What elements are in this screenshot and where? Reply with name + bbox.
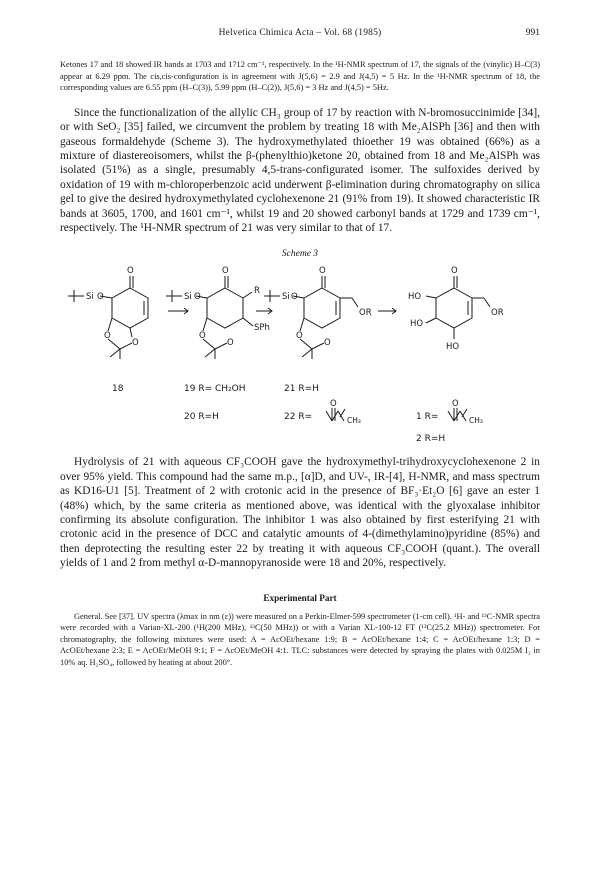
atom-label: O	[330, 399, 337, 410]
atom-label: O	[222, 266, 229, 277]
atom-label: O	[324, 338, 331, 349]
paragraph-functionalization: Since the functionalization of the allylic CH₃ group of 17 by reaction with N-bromosuccinimide [34], or with SeO₂ [35] failed, we circumvent the problem by treating 18 with Me₂AlSPh [36] and then with gaseous formaldehyde (Scheme 3). The hydroxymethylated thioether 19 was obtained (66%) as a mixture of diastereoisomers, whilst the β-(phenylthio)ketone 20, obtained from 18 and Me₂AlSPh was isolated (51%) as a single, presumably 4,5-trans-configurated isomer. The sulfoxides derived by oxidation of 19 with m-chloroperbenzoic acid underwent β-elimination during chromatography on silica gel to give the desired hydroxymethylated cyclohexenone 21 (91% from 19). It showed characteristic IR bands at 3605, 1700, and 1601 cm⁻¹, whilst 19 and 20 showed carbonyl bands at 1729 and 1739 cm⁻¹, respectively. The ¹H-NMR spectrum of 21 was very similar to that of 17.	[60, 106, 540, 235]
scheme-title: Scheme 3	[281, 249, 319, 260]
atom-label: HO	[408, 292, 422, 303]
paragraph-ketones: Ketones 17 and 18 showed IR bands at 1703 and 1712 cm⁻¹, respectively. In the ¹H-NMR spectrum of 17, the signals of the (vinylic) H–C(3) appear at 6.29 ppm. The cis,cis-configuration is in agreement with J(5,6) = 2.9 and J(4,5) = 5 Hz. In the ¹H-NMR spectrum of 18, the corresponding values are 6.55 ppm (H–C(3)), 5.99 ppm (H–C(2)), J(5,6) = 3 Hz and J(4,5) = 5Hz.	[60, 60, 540, 93]
atom-label: SPh	[254, 323, 270, 334]
journal-page	[60, 28, 540, 669]
compound-label-19: 19 R= CH₂OH	[184, 384, 246, 395]
atom-label: O	[199, 331, 206, 342]
atom-label: R	[254, 286, 260, 297]
atom-label: HO	[446, 342, 460, 353]
atom-label: HO	[410, 319, 424, 330]
atom-label: O	[452, 399, 459, 410]
atom-label: O	[104, 331, 111, 342]
crotonyl-group-22	[326, 408, 345, 421]
scheme-3	[60, 249, 540, 449]
atom-label: O	[296, 331, 303, 342]
structure-21-22	[264, 276, 358, 359]
journal-title: Helvetica Chimica Acta – Vol. 68 (1985)	[218, 28, 382, 38]
atom-label: Si	[282, 292, 290, 303]
atom-label: Si	[86, 292, 94, 303]
atom-label: O	[319, 266, 326, 277]
atom-label: O	[291, 292, 298, 303]
atom-label: O	[451, 266, 458, 277]
section-heading-experimental: Experimental Part	[263, 592, 337, 603]
atom-label: O	[132, 338, 139, 349]
methyl-label-1: CH₃	[469, 416, 483, 426]
compound-label-21: 21 R=H	[284, 384, 319, 395]
compound-label-22: 22 R=	[284, 412, 313, 423]
atom-label: O	[227, 338, 234, 349]
compound-label-2: 2 R=H	[416, 434, 446, 445]
atom-label: OR	[359, 308, 372, 319]
page-number: 991	[525, 28, 540, 38]
atom-label: O	[97, 292, 104, 303]
compound-label-1: 1 R=	[416, 412, 439, 423]
paragraph-hydrolysis: Hydrolysis of 21 with aqueous CF₃COOH gave the hydroxymethyl-trihydroxycyclohexenone 2 in over 95% yield. This compound had the same m.p., [α]D, and UV-, IR-[4], H-NMR, and mass spectrum as KD16-U1 [5]. Treatment of 2 with crotonic acid in the presence of BF₃·Et₂O [6] gave an ester 1 (48%) which, by the same criteria as mentioned above, was identical with the glyoxalase inhibitor confirming its absolute configuration. The inhibitor 1 was also obtained by first esterifying 21 with crotonic acid in the presence of DCC and catalytic amounts of 4-(dimethylamino)pyridine (85%) and then deprotecting the resulting ester 22 by treating it with aqueous CF₃COOH (quant.). The overall yields of 1 and 2 from methyl α-D-mannopyranoside were 18 and 20%, respectively.	[60, 456, 540, 570]
atom-label: OR	[491, 308, 504, 319]
crotonyl-group-1	[448, 408, 467, 421]
structure-1-2	[426, 276, 490, 339]
paragraph-general: General. See [37]. UV spectra (λmax in nm (ε)) were measured on a Perkin-Elmer-599 spectrometer (1-cm cell). ¹H- and ¹³C-NMR spectra were recorded with a Varian-XL-200 (¹H(200 MHz), ¹³C(50 MHz)) or with a Varian XL-100-12 FT (¹³C(25.2 MHz)) spectrometer. For chromatography, the following mixtures were used: A = AcOEt/hexane 1:9; B = AcOEt/hexane 1:4; C = AcOEt/hexane 1:3; D = AcOEt/hexane 2:3; E = AcOEt/MeOH 9:1; F = AcOEt/MeOH 4:1. TLC: substances were detected by spraying the plates with 0.025M I₂ in 10% aq. H₂SO₄, followed by heating at about 200°.	[60, 611, 540, 668]
methyl-label-22: CH₃	[347, 416, 361, 426]
atom-label: Si	[184, 292, 192, 303]
structure-19-20	[166, 276, 253, 359]
reaction-scheme-drawing	[60, 263, 540, 449]
atom-label: O	[127, 266, 134, 277]
running-header	[60, 28, 540, 42]
atom-label: O	[194, 292, 201, 303]
compound-label-20: 20 R=H	[184, 412, 219, 423]
compound-label-18: 18	[112, 384, 124, 395]
